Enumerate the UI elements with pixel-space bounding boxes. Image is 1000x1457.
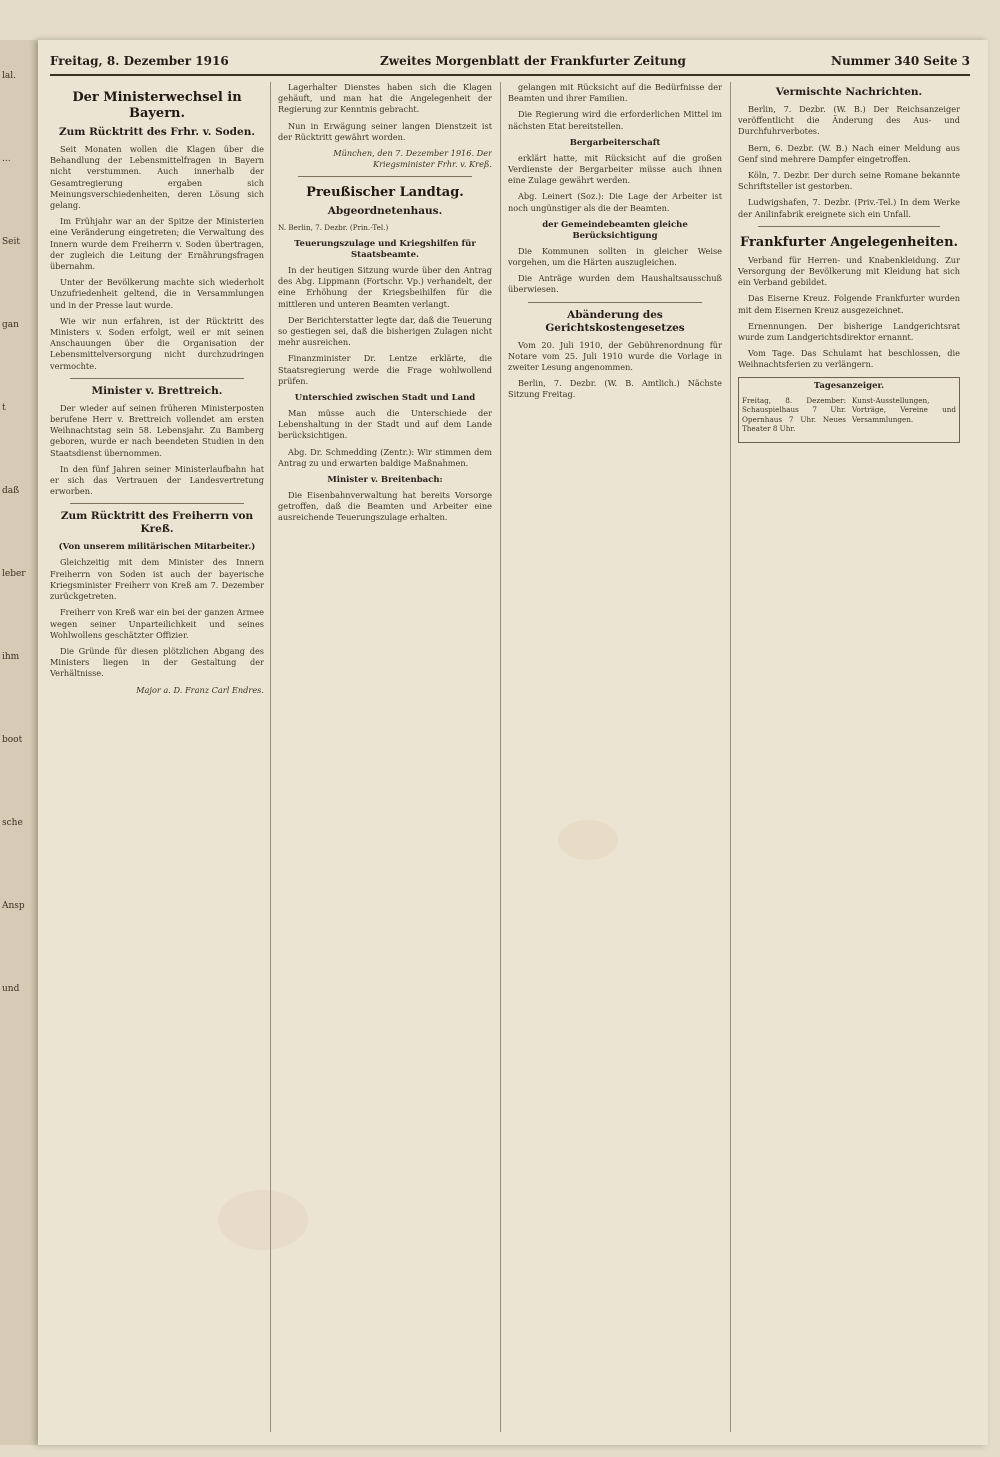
divider (70, 378, 244, 379)
headline-ministerwechsel: Der Ministerwechsel in Bayern. (72, 90, 242, 121)
issue-number: Nummer 340 Seite 3 (830, 54, 970, 68)
paragraph: Köln, 7. Dezbr. Der durch seine Romane bekannte Schriftsteller ist gestorben. (738, 170, 960, 192)
previous-page-fragments (0, 70, 38, 996)
paragraph: Man müsse auch die Unterschiede der Lebenshaltung in der Stadt und auf dem Lande berücksichtigen. (278, 408, 492, 441)
edge-word: t (2, 403, 6, 413)
headline-gerichtskosten: Abänderung des Gerichtskostengesetzes (545, 308, 685, 334)
divider (298, 176, 472, 177)
paragraph: Vom 20. Juli 1910, der Gebührenordnung für Notare vom 25. Juli 1910 wurde die Vorlage in zweiter Lesung angenommen. (508, 339, 722, 373)
edge-word: gan (2, 320, 19, 330)
paragraph: Berlin, 7. Dezbr. (W. B. Amtlich.) Nächste Sitzung Freitag. (508, 378, 722, 400)
section-teuerungszulage: Teuerungszulage und Kriegshilfen für Staatsbeamte. (294, 239, 476, 261)
paragraph: Der wieder auf seinen früheren Ministerposten berufene Herr v. Brettreich vollendet am ersten Weihnachtstag sein 58. Lebensjahr. Zu Bamberg geboren, wurde er nach beendeten Studien in den Staatsdienst übernommen. (50, 402, 264, 458)
calendar-left: Freitag, 8. Dezember: Schauspielhaus 7 Uhr. Opernhaus 7 Uhr. Neues Theater 8 Uhr. (742, 395, 846, 434)
edge-word: leber (2, 569, 26, 579)
issue-date: Freitag, 8. Dezember 1916 (50, 54, 229, 68)
paragraph: In der heutigen Sitzung wurde über den Antrag des Abg. Lippmann (Fortschr. Vp.) verhandelt, der eine Erhöhung der Kriegsbeihilfen für die mittleren und unteren Beamten verlangt. (278, 265, 492, 309)
tagesanzeiger-box (738, 377, 960, 443)
paragraph: Im Frühjahr war an der Spitze der Ministerien eine Veränderung eingetreten; die Verwaltung des Innern wurde dem Freiherrn v. Soden übertragen, der zugleich die Leitung der Ernährungsfragen übernahm. (50, 216, 264, 272)
paragraph: Berlin, 7. Dezbr. (W. B.) Der Reichsanzeiger veröffentlicht die Änderung des Aus- und Durchfuhrverbotes. (738, 104, 960, 137)
signature: München, den 7. Dezember 1916. Der Kriegsminister Frhr. v. Kreß. (333, 148, 492, 170)
paragraph: Verband für Herren- und Knabenkleidung. Zur Versorgung der Bevölkerung mit Kleidung hat sich ein Verband gebildet. (738, 254, 960, 288)
masthead (50, 48, 970, 76)
divider (70, 503, 244, 504)
column-4 (738, 82, 960, 1432)
paragraph: Ludwigshafen, 7. Dezbr. (Priv.-Tel.) In dem Werke der Anilinfabrik ereignete sich ein Unfall. (738, 197, 960, 219)
paragraph: erklärt hatte, mit Rücksicht auf die großen Verdienste der Bergarbeiter müsse auch ihnen eine Zulage gewährt werden. (508, 152, 722, 186)
divider (528, 302, 702, 303)
section-bergarbeiter: Bergarbeiterschaft (569, 137, 661, 148)
headline-landtag: Preußischer Landtag. (306, 185, 464, 201)
paragraph: Bern, 6. Dezbr. (W. B.) Nach einer Meldung aus Genf sind mehrere Dampfer eingetroffen. (738, 142, 960, 164)
previous-page-edge (0, 40, 39, 1445)
paragraph: Freiherr von Kreß war ein bei der ganzen Armee wegen seiner Unparteilichkeit und seines Wohlwollens geschätzter Offizier. (50, 607, 264, 640)
paragraph: gelangen mit Rücksicht auf die Bedürfnisse der Beamten und ihrer Familien. (508, 82, 722, 104)
paragraph: Abg. Leinert (Soz.): Die Lage der Arbeiter ist noch ungünstiger als die der Beamten. (508, 191, 722, 213)
calendar-right: Kunst-Ausstellungen, Vorträge, Vereine und Versammlungen. (852, 395, 956, 424)
paragraph: Der Berichterstatter legte dar, daß die Teuerung so gestiegen sei, daß die bisherigen Zulagen nicht mehr ausreichen. (278, 314, 492, 348)
paragraph: Die Regierung wird die erforderlichen Mittel im nächsten Etat bereitstellen. (508, 109, 722, 131)
subhead-abgeordnetenhaus: Abgeordnetenhaus. (327, 205, 443, 218)
column-3 (508, 82, 722, 1432)
column-rule (270, 82, 271, 1432)
paragraph: Die Anträge wurden dem Haushaltsausschuß überwiesen. (508, 273, 722, 295)
edge-word: Seit (2, 237, 20, 247)
paragraph: Unter der Bevölkerung machte sich wiederholt Unzufriedenheit geltend, die in Versammlungen und in der Presse laut wurde. (50, 277, 264, 310)
column-2 (278, 82, 492, 1432)
paragraph: Die Gründe für diesen plötzlichen Abgang des Ministers liegen in der Gestaltung der Verhältnisse. (50, 645, 264, 679)
edge-word: ihm (2, 652, 20, 662)
signature: Major a. D. Franz Carl Endres. (136, 684, 264, 695)
tagesanzeiger-title: Tagesanzeiger. (813, 380, 885, 391)
paragraph: Finanzminister Dr. Lentze erklärte, die Staatsregierung werde die Frage wohlwollend prüfen. (278, 353, 492, 386)
paragraph: Abg. Dr. Schmedding (Zentr.): Wir stimmen dem Antrag zu und erwarten baldige Maßnahmen. (278, 446, 492, 468)
section-stadt-land: Unterschied zwischen Stadt und Land (294, 393, 476, 404)
edge-word: Ansp (2, 901, 25, 911)
paragraph: Wie wir nun erfahren, ist der Rücktritt des Ministers v. Soden erfolgt, weil er mit seinen Anschauungen über die Organisation der Lebensmittelversorgung nicht durchzudringen vermochte. (50, 315, 264, 371)
edge-word: sche (2, 818, 23, 828)
paragraph: Die Kommunen sollten in gleicher Weise vorgehen, um die Härten auszugleichen. (508, 245, 722, 268)
headline-vermischte: Vermischte Nachrichten. (775, 86, 923, 98)
subhead-kress: Zum Rücktritt des Freiherrn von Kreß. (60, 510, 254, 536)
newspaper-page (38, 40, 988, 1445)
newspaper-title: Zweites Morgenblatt der Frankfurter Zeitung (380, 54, 686, 68)
paragraph: Das Eiserne Kreuz. Folgende Frankfurter wurden mit dem Eisernen Kreuz ausgezeichnet. (738, 293, 960, 315)
divider (758, 226, 940, 227)
headline-frankfurter: Frankfurter Angelegenheiten. (739, 234, 959, 250)
dateline: N. Berlin, 7. Dezbr. (Prin.-Tel.) (278, 223, 389, 233)
paragraph: Die Eisenbahnverwaltung hat bereits Vorsorge getroffen, daß die Beamten und Arbeiter eine ausreichende Teuerungszulage erhalten. (278, 490, 492, 523)
edge-word: boot (2, 735, 23, 745)
edge-word: daß (2, 486, 20, 496)
paragraph: Seit Monaten wollen die Klagen über die Behandlung der Lebensmittelfragen in Bayern nicht verstummen. Auch innerhalb der Gesamtregierung ergaben sich Meinungsverschiedenheiten, deren Lösung sich gelang. (50, 144, 264, 211)
paragraph: Ernennungen. Der bisherige Landgerichtsrat wurde zum Landgerichtsdirektor ernannt. (738, 320, 960, 343)
paragraph: Lagerhalter Dienstes haben sich die Klagen gehäuft, und man hat die Angelegenheit der Regierung zur Kenntnis gebracht. (278, 82, 492, 115)
subhead-soden: Zum Rücktritt des Frhr. v. Soden. (59, 126, 255, 138)
section-gemeindebeamte: der Gemeindebeamten gleiche Berücksichtigung (542, 219, 688, 241)
column-1 (50, 82, 264, 1432)
subhead-brettreich: Minister v. Brettreich. (91, 384, 223, 397)
column-rule (500, 82, 501, 1432)
byline: (Von unserem militärischen Mitarbeiter.) (58, 542, 256, 553)
paragraph: In den fünf Jahren seiner Ministerlaufbahn hat er sich das Vertrauen der Landesvertretung erworben. (50, 463, 264, 497)
paragraph: Vom Tage. Das Schulamt hat beschlossen, die Weihnachtsferien zu verlängern. (738, 348, 960, 370)
section-breitenbach: Minister v. Breitenbach: (327, 475, 443, 486)
paragraph: Nun in Erwägung seiner langen Dienstzeit ist der Rücktritt gewährt worden. (278, 120, 492, 142)
edge-word: und (2, 984, 20, 994)
paragraph: Gleichzeitig mit dem Minister des Innern Freiherrn von Soden ist auch der bayerische Kriegsminister Freiherr von Kreß am 7. Dezember zurückgetreten. (50, 557, 264, 602)
edge-word: ... (2, 154, 11, 164)
column-rule (730, 82, 731, 1432)
edge-word: lal. (2, 71, 16, 81)
